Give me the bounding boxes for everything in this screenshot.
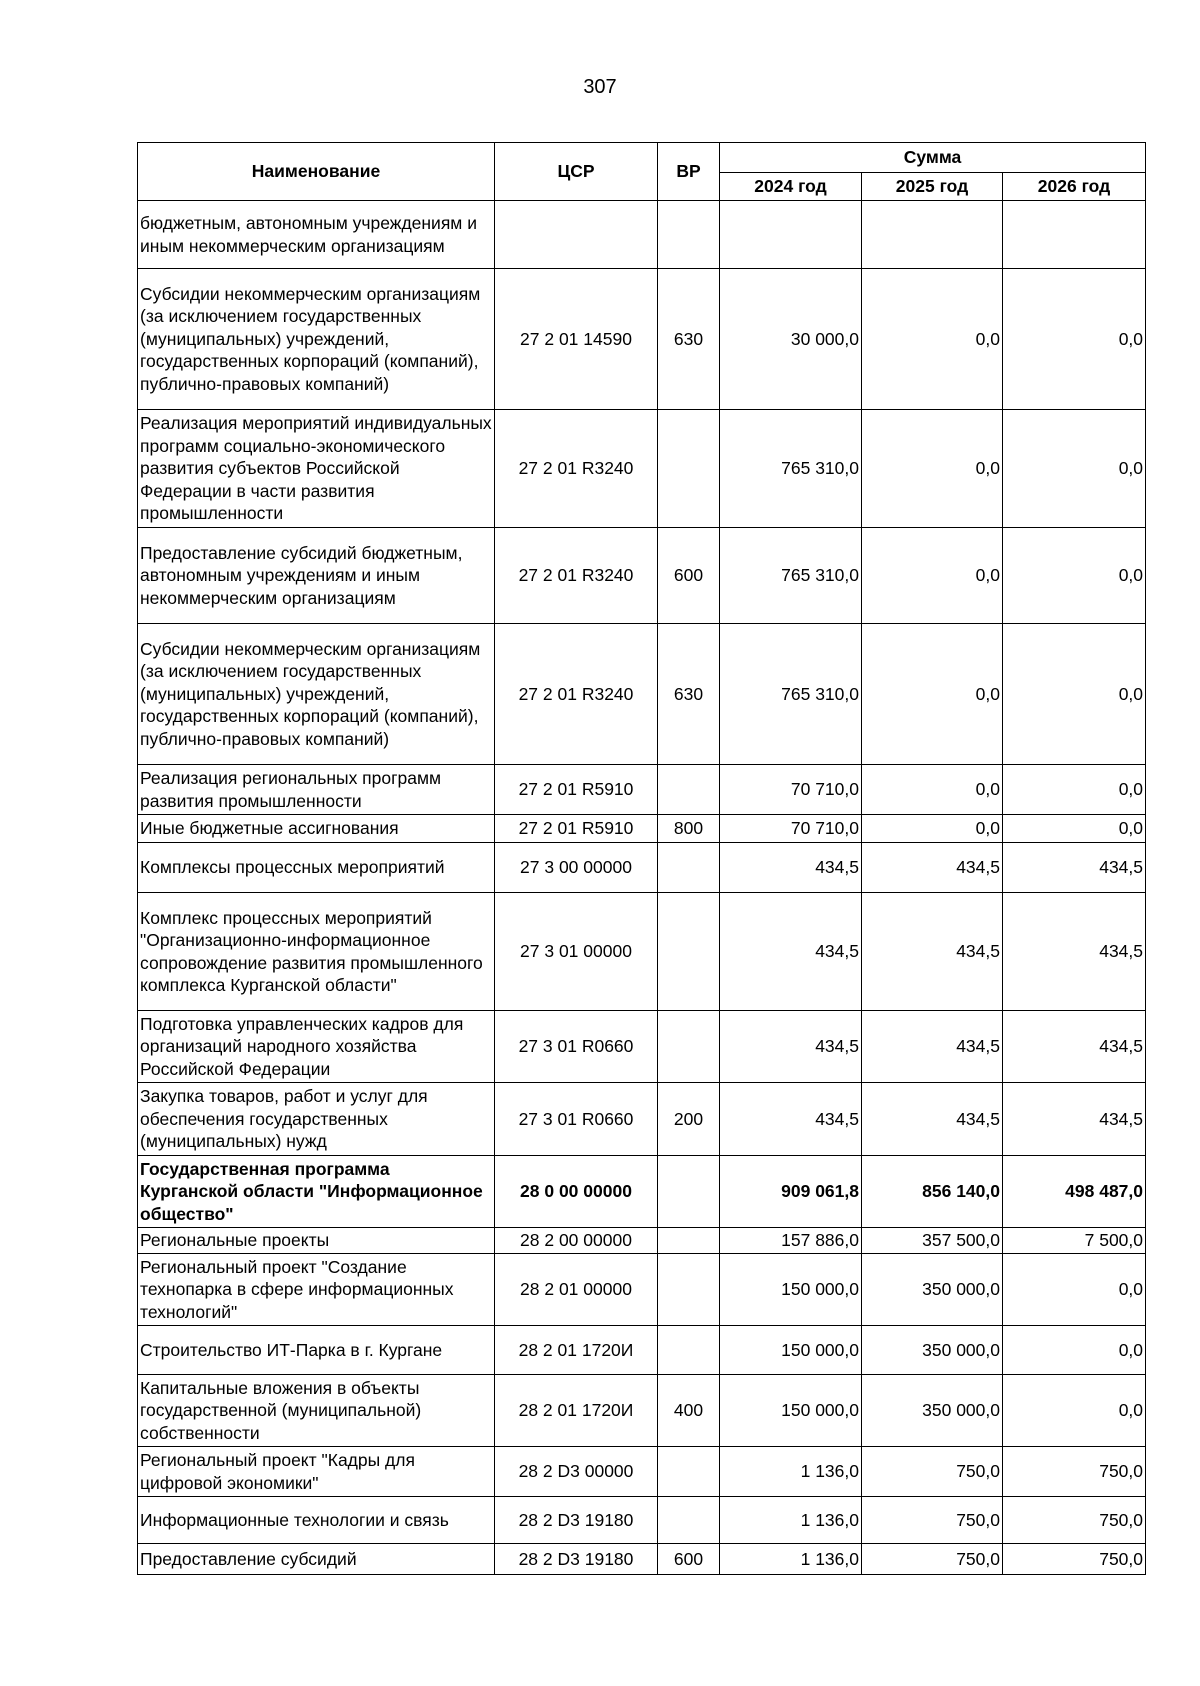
cell-vr [658, 843, 720, 893]
cell-vr: 630 [658, 624, 720, 765]
cell-name: Комплекс процессных мероприятий "Организационно-информационное сопровождение развития промышленного комплекса Курганской области" [138, 893, 495, 1011]
header-year-2024: 2024 год [720, 173, 862, 201]
cell-sum-2024: 30 000,0 [720, 269, 862, 410]
cell-sum-2025: 434,5 [862, 1011, 1003, 1083]
cell-vr: 800 [658, 815, 720, 843]
cell-sum-2025: 357 500,0 [862, 1228, 1003, 1254]
cell-csr [495, 201, 658, 269]
cell-sum-2026: 0,0 [1003, 269, 1146, 410]
cell-sum-2024: 434,5 [720, 1083, 862, 1156]
cell-sum-2024: 1 136,0 [720, 1447, 862, 1497]
cell-vr [658, 1497, 720, 1544]
cell-vr [658, 1011, 720, 1083]
cell-csr: 27 2 01 R3240 [495, 624, 658, 765]
cell-name: Информационные технологии и связь [138, 1497, 495, 1544]
cell-name: Субсидии некоммерческим организациям (за исключением государственных (муниципальных) учреждений, государственных корпораций (компаний), публично-правовых компаний) [138, 269, 495, 410]
cell-sum-2025: 350 000,0 [862, 1254, 1003, 1326]
table-row [138, 1447, 1146, 1497]
cell-name: Региональный проект "Кадры для цифровой экономики" [138, 1447, 495, 1497]
cell-sum-2026: 0,0 [1003, 528, 1146, 624]
cell-name: Закупка товаров, работ и услуг для обеспечения государственных (муниципальных) нужд [138, 1083, 495, 1156]
table-row [138, 1011, 1146, 1083]
table-row [138, 1544, 1146, 1575]
cell-sum-2024: 909 061,8 [720, 1156, 862, 1228]
cell-sum-2025: 434,5 [862, 1083, 1003, 1156]
cell-csr: 28 2 D3 19180 [495, 1544, 658, 1575]
cell-sum-2025: 0,0 [862, 528, 1003, 624]
cell-vr: 200 [658, 1083, 720, 1156]
table-row [138, 1254, 1146, 1326]
cell-sum-2024: 765 310,0 [720, 624, 862, 765]
table-header [138, 143, 1146, 201]
table-row [138, 765, 1146, 815]
cell-sum-2024: 765 310,0 [720, 528, 862, 624]
cell-csr: 27 3 01 00000 [495, 893, 658, 1011]
cell-sum-2026: 0,0 [1003, 815, 1146, 843]
table-row [138, 1156, 1146, 1228]
cell-csr: 27 2 01 R3240 [495, 410, 658, 528]
cell-vr [658, 1228, 720, 1254]
cell-sum-2025: 750,0 [862, 1544, 1003, 1575]
cell-name: Реализация региональных программ развития промышленности [138, 765, 495, 815]
cell-sum-2024: 157 886,0 [720, 1228, 862, 1254]
cell-csr: 28 0 00 00000 [495, 1156, 658, 1228]
cell-vr [658, 1326, 720, 1375]
table-row [138, 269, 1146, 410]
cell-vr [658, 765, 720, 815]
cell-name: Субсидии некоммерческим организациям (за исключением государственных (муниципальных) учреждений, государственных корпораций (компаний), публично-правовых компаний) [138, 624, 495, 765]
cell-name: Предоставление субсидий [138, 1544, 495, 1575]
cell-vr: 600 [658, 528, 720, 624]
cell-sum-2026: 0,0 [1003, 410, 1146, 528]
cell-sum-2025: 0,0 [862, 410, 1003, 528]
cell-vr: 600 [658, 1544, 720, 1575]
cell-sum-2026: 750,0 [1003, 1544, 1146, 1575]
cell-sum-2025: 856 140,0 [862, 1156, 1003, 1228]
cell-csr: 28 2 01 1720И [495, 1326, 658, 1375]
cell-csr: 27 2 01 R5910 [495, 765, 658, 815]
cell-name: Строительство ИТ-Парка в г. Кургане [138, 1326, 495, 1375]
cell-sum-2026: 0,0 [1003, 1375, 1146, 1447]
cell-sum-2024: 765 310,0 [720, 410, 862, 528]
cell-sum-2025: 750,0 [862, 1497, 1003, 1544]
cell-vr [658, 1156, 720, 1228]
header-name: Наименование [138, 143, 495, 201]
budget-table [137, 142, 1146, 1575]
cell-sum-2026: 0,0 [1003, 1326, 1146, 1375]
cell-sum-2025: 350 000,0 [862, 1326, 1003, 1375]
cell-sum-2025: 0,0 [862, 269, 1003, 410]
cell-csr: 28 2 01 1720И [495, 1375, 658, 1447]
cell-csr: 27 2 01 14590 [495, 269, 658, 410]
table-row [138, 528, 1146, 624]
cell-sum-2025: 750,0 [862, 1447, 1003, 1497]
cell-name: Государственная программа Курганской области "Информационное общество" [138, 1156, 495, 1228]
cell-sum-2025: 0,0 [862, 624, 1003, 765]
cell-sum-2026: 0,0 [1003, 765, 1146, 815]
cell-sum-2025: 0,0 [862, 765, 1003, 815]
cell-name: Реализация мероприятий индивидуальных программ социально-экономического развития субъектов Российской Федерации в части развития промышленности [138, 410, 495, 528]
table-row [138, 624, 1146, 765]
cell-vr: 630 [658, 269, 720, 410]
cell-sum-2024: 150 000,0 [720, 1326, 862, 1375]
cell-name: Комплексы процессных мероприятий [138, 843, 495, 893]
header-vr: ВР [658, 143, 720, 201]
cell-sum-2026: 434,5 [1003, 893, 1146, 1011]
table-row [138, 201, 1146, 269]
cell-sum-2024: 434,5 [720, 843, 862, 893]
cell-name: Предоставление субсидий бюджетным, автономным учреждениям и иным некоммерческим организациям [138, 528, 495, 624]
cell-vr [658, 893, 720, 1011]
cell-sum-2026: 0,0 [1003, 1254, 1146, 1326]
table-row [138, 893, 1146, 1011]
table-row [138, 1326, 1146, 1375]
table-row [138, 410, 1146, 528]
cell-sum-2026: 434,5 [1003, 1011, 1146, 1083]
cell-sum-2026: 750,0 [1003, 1447, 1146, 1497]
table-row [138, 1228, 1146, 1254]
cell-csr: 27 3 01 R0660 [495, 1011, 658, 1083]
cell-sum-2024 [720, 201, 862, 269]
header-sum: Сумма [720, 143, 1146, 173]
cell-sum-2026: 498 487,0 [1003, 1156, 1146, 1228]
table-body [138, 201, 1146, 1575]
cell-csr: 28 2 00 00000 [495, 1228, 658, 1254]
cell-sum-2024: 70 710,0 [720, 765, 862, 815]
cell-sum-2026: 434,5 [1003, 843, 1146, 893]
cell-sum-2025 [862, 201, 1003, 269]
cell-csr: 27 2 01 R5910 [495, 815, 658, 843]
cell-sum-2025: 434,5 [862, 893, 1003, 1011]
cell-sum-2026: 7 500,0 [1003, 1228, 1146, 1254]
cell-vr: 400 [658, 1375, 720, 1447]
cell-vr [658, 1447, 720, 1497]
cell-csr: 28 2 D3 19180 [495, 1497, 658, 1544]
table-row [138, 1375, 1146, 1447]
cell-csr: 28 2 D3 00000 [495, 1447, 658, 1497]
cell-sum-2024: 150 000,0 [720, 1375, 862, 1447]
cell-csr: 27 2 01 R3240 [495, 528, 658, 624]
table-row [138, 1497, 1146, 1544]
cell-vr [658, 201, 720, 269]
header-year-2025: 2025 год [862, 173, 1003, 201]
cell-sum-2024: 150 000,0 [720, 1254, 862, 1326]
cell-vr [658, 1254, 720, 1326]
table-row [138, 1083, 1146, 1156]
cell-name: Региональные проекты [138, 1228, 495, 1254]
cell-csr: 28 2 01 00000 [495, 1254, 658, 1326]
cell-name: Капитальные вложения в объекты государственной (муниципальной) собственности [138, 1375, 495, 1447]
cell-name: Подготовка управленческих кадров для организаций народного хозяйства Российской Федерации [138, 1011, 495, 1083]
table-row [138, 843, 1146, 893]
table-row [138, 815, 1146, 843]
cell-sum-2024: 1 136,0 [720, 1497, 862, 1544]
cell-sum-2024: 1 136,0 [720, 1544, 862, 1575]
cell-csr: 27 3 00 00000 [495, 843, 658, 893]
cell-name: бюджетным, автономным учреждениям и иным некоммерческим организациям [138, 201, 495, 269]
cell-sum-2026: 750,0 [1003, 1497, 1146, 1544]
cell-sum-2025: 434,5 [862, 843, 1003, 893]
cell-sum-2025: 350 000,0 [862, 1375, 1003, 1447]
cell-sum-2026 [1003, 201, 1146, 269]
header-year-2026: 2026 год [1003, 173, 1146, 201]
header-csr: ЦСР [495, 143, 658, 201]
cell-name: Региональный проект "Создание технопарка в сфере информационных технологий" [138, 1254, 495, 1326]
cell-vr [658, 410, 720, 528]
cell-sum-2026: 434,5 [1003, 1083, 1146, 1156]
cell-sum-2026: 0,0 [1003, 624, 1146, 765]
cell-sum-2025: 0,0 [862, 815, 1003, 843]
cell-sum-2024: 70 710,0 [720, 815, 862, 843]
cell-name: Иные бюджетные ассигнования [138, 815, 495, 843]
cell-sum-2024: 434,5 [720, 893, 862, 1011]
cell-csr: 27 3 01 R0660 [495, 1083, 658, 1156]
cell-sum-2024: 434,5 [720, 1011, 862, 1083]
page-number: 307 [583, 76, 617, 98]
